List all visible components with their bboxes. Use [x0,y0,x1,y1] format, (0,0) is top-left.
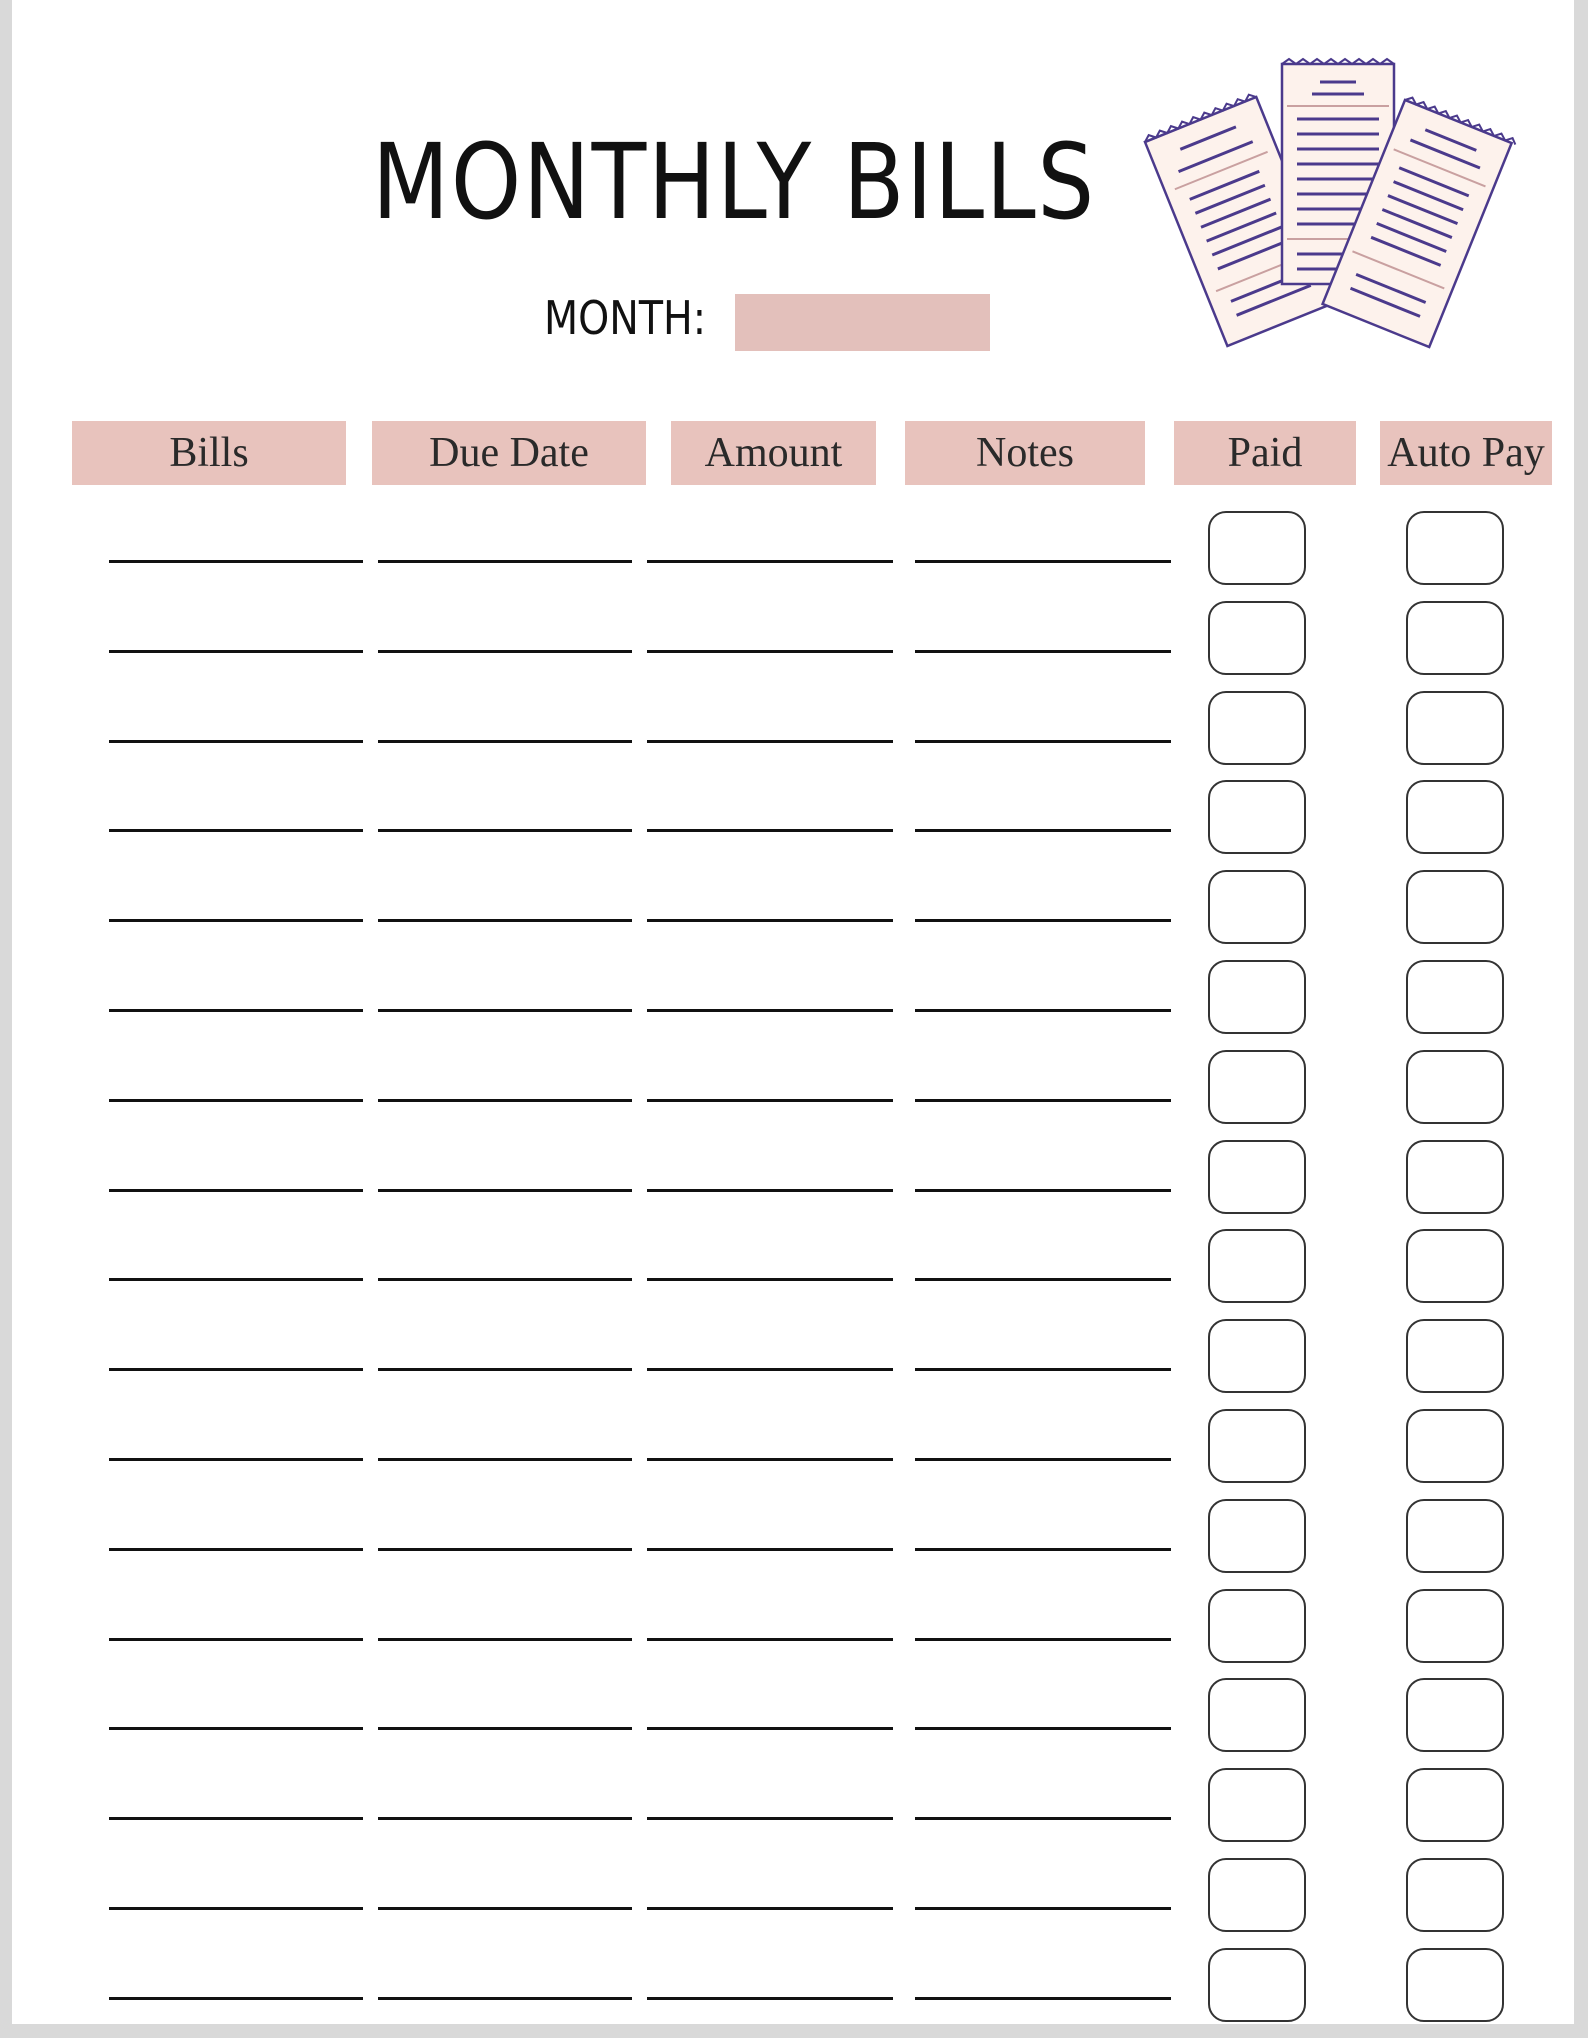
notes-line[interactable] [915,1727,1171,1730]
paid-checkbox[interactable] [1208,1229,1306,1303]
notes-line[interactable] [915,1907,1171,1910]
month-label: MONTH: [544,291,707,345]
bills-line[interactable] [109,1997,363,2000]
bills-line[interactable] [109,1638,363,1641]
paid-checkbox[interactable] [1208,601,1306,675]
due-date-line[interactable] [378,1009,632,1012]
notes-line[interactable] [915,1997,1171,2000]
auto-pay-checkbox[interactable] [1406,601,1504,675]
amount-line[interactable] [647,1099,893,1102]
bills-line[interactable] [109,740,363,743]
bills-line[interactable] [109,1009,363,1012]
amount-line[interactable] [647,1458,893,1461]
auto-pay-checkbox[interactable] [1406,1948,1504,2022]
auto-pay-checkbox[interactable] [1406,1499,1504,1573]
auto-pay-checkbox[interactable] [1406,1858,1504,1932]
notes-line[interactable] [915,740,1171,743]
notes-line[interactable] [915,560,1171,563]
due-date-line[interactable] [378,650,632,653]
header-notes: Notes [905,421,1145,485]
notes-line[interactable] [915,1817,1171,1820]
due-date-line[interactable] [378,740,632,743]
amount-line[interactable] [647,1189,893,1192]
paid-checkbox[interactable] [1208,960,1306,1034]
bills-line[interactable] [109,919,363,922]
paid-checkbox[interactable] [1208,780,1306,854]
page-title: MONTHLY BILLS [372,121,1096,243]
amount-line[interactable] [647,740,893,743]
amount-line[interactable] [647,1817,893,1820]
bills-line[interactable] [109,650,363,653]
paid-checkbox[interactable] [1208,1140,1306,1214]
due-date-line[interactable] [378,1278,632,1281]
notes-line[interactable] [915,650,1171,653]
due-date-line[interactable] [378,1907,632,1910]
due-date-line[interactable] [378,919,632,922]
paid-checkbox[interactable] [1208,1858,1306,1932]
due-date-line[interactable] [378,1368,632,1371]
due-date-line[interactable] [378,829,632,832]
auto-pay-checkbox[interactable] [1406,691,1504,765]
amount-line[interactable] [647,1727,893,1730]
auto-pay-checkbox[interactable] [1406,1140,1504,1214]
amount-line[interactable] [647,1368,893,1371]
due-date-line[interactable] [378,560,632,563]
auto-pay-checkbox[interactable] [1406,870,1504,944]
header-auto-pay: Auto Pay [1380,421,1552,485]
due-date-line[interactable] [378,1189,632,1192]
notes-line[interactable] [915,1009,1171,1012]
auto-pay-checkbox[interactable] [1406,1319,1504,1393]
paid-checkbox[interactable] [1208,511,1306,585]
auto-pay-checkbox[interactable] [1406,1050,1504,1124]
paid-checkbox[interactable] [1208,1948,1306,2022]
header-paid: Paid [1174,421,1356,485]
notes-line[interactable] [915,829,1171,832]
auto-pay-checkbox[interactable] [1406,1589,1504,1663]
due-date-line[interactable] [378,1817,632,1820]
amount-line[interactable] [647,1997,893,2000]
notes-line[interactable] [915,1458,1171,1461]
bills-line[interactable] [109,1727,363,1730]
bills-line[interactable] [109,1099,363,1102]
amount-line[interactable] [647,1009,893,1012]
bills-line[interactable] [109,829,363,832]
bills-line[interactable] [109,1907,363,1910]
amount-line[interactable] [647,1907,893,1910]
due-date-line[interactable] [378,1458,632,1461]
auto-pay-checkbox[interactable] [1406,1678,1504,1752]
paid-checkbox[interactable] [1208,1589,1306,1663]
paid-checkbox[interactable] [1208,1499,1306,1573]
amount-line[interactable] [647,650,893,653]
paid-checkbox[interactable] [1208,870,1306,944]
due-date-line[interactable] [378,1727,632,1730]
auto-pay-checkbox[interactable] [1406,1229,1504,1303]
paid-checkbox[interactable] [1208,1768,1306,1842]
amount-line[interactable] [647,1548,893,1551]
paid-checkbox[interactable] [1208,1409,1306,1483]
bills-line[interactable] [109,1548,363,1551]
amount-line[interactable] [647,919,893,922]
bills-line[interactable] [109,560,363,563]
amount-line[interactable] [647,1278,893,1281]
receipts-icon [1140,52,1540,352]
notes-line[interactable] [915,1368,1171,1371]
header-amount: Amount [671,421,876,485]
notes-line[interactable] [915,1548,1171,1551]
due-date-line[interactable] [378,1997,632,2000]
amount-line[interactable] [647,829,893,832]
paid-checkbox[interactable] [1208,1678,1306,1752]
auto-pay-checkbox[interactable] [1406,1409,1504,1483]
paid-checkbox[interactable] [1208,1050,1306,1124]
paid-checkbox[interactable] [1208,691,1306,765]
notes-line[interactable] [915,919,1171,922]
bills-line[interactable] [109,1817,363,1820]
notes-line[interactable] [915,1638,1171,1641]
auto-pay-checkbox[interactable] [1406,780,1504,854]
header-due-date: Due Date [372,421,646,485]
auto-pay-checkbox[interactable] [1406,960,1504,1034]
bills-line[interactable] [109,1458,363,1461]
bills-line[interactable] [109,1368,363,1371]
auto-pay-checkbox[interactable] [1406,511,1504,585]
notes-line[interactable] [915,1278,1171,1281]
bills-line[interactable] [109,1189,363,1192]
bills-page [12,0,1574,2024]
due-date-line[interactable] [378,1099,632,1102]
amount-line[interactable] [647,1638,893,1641]
auto-pay-checkbox[interactable] [1406,1768,1504,1842]
header-bills: Bills [72,421,346,485]
month-field[interactable] [735,294,990,351]
notes-line[interactable] [915,1099,1171,1102]
paid-checkbox[interactable] [1208,1319,1306,1393]
due-date-line[interactable] [378,1638,632,1641]
notes-line[interactable] [915,1189,1171,1192]
due-date-line[interactable] [378,1548,632,1551]
amount-line[interactable] [647,560,893,563]
bills-line[interactable] [109,1278,363,1281]
